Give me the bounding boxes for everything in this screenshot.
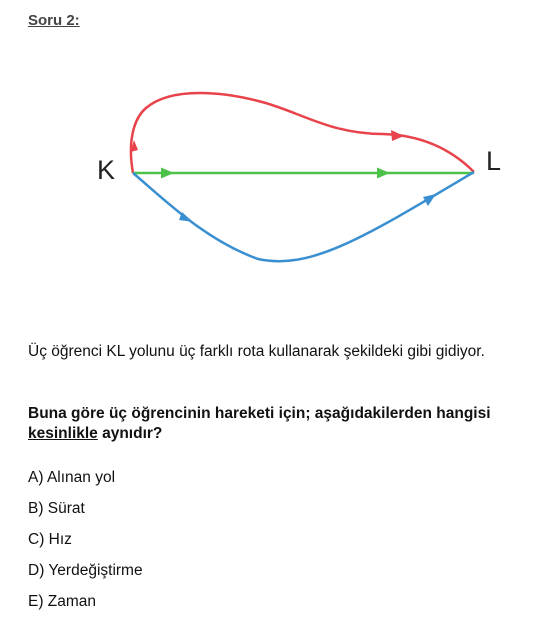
option-a[interactable]: A) Alınan yol [28, 469, 116, 486]
question-prompt [28, 404, 540, 444]
question-stem: Üç öğrenci KL yolunu üç farklı rota kullanarak şekildeki gibi gidiyor. [28, 343, 485, 360]
option-d[interactable]: D) Yerdeğiştirme [28, 562, 143, 579]
point-k-label: K [97, 155, 116, 185]
question-number: Soru 2: [28, 12, 80, 29]
option-b[interactable]: B) Sürat [28, 500, 85, 517]
option-c[interactable]: C) Hız [28, 531, 72, 548]
question-emphasis: kesinlikle [28, 425, 98, 442]
red-route-path [131, 93, 474, 173]
question-prompt-part1: Buna göre üç öğrencinin hareketi için; aşağıdakilerden hangisi [28, 405, 491, 422]
blue-route-arrow-2 [423, 194, 436, 206]
point-l-label: L [486, 146, 502, 176]
green-route-arrow-1 [161, 168, 174, 179]
route-diagram-svg [0, 0, 559, 300]
route-diagram [0, 0, 559, 300]
answer-options [28, 468, 143, 623]
option-e[interactable]: E) Zaman [28, 593, 97, 610]
red-route-arrow-2 [391, 130, 404, 141]
green-route-arrow-2 [377, 168, 390, 179]
question-prompt-part2: aynıdır? [97, 425, 163, 442]
